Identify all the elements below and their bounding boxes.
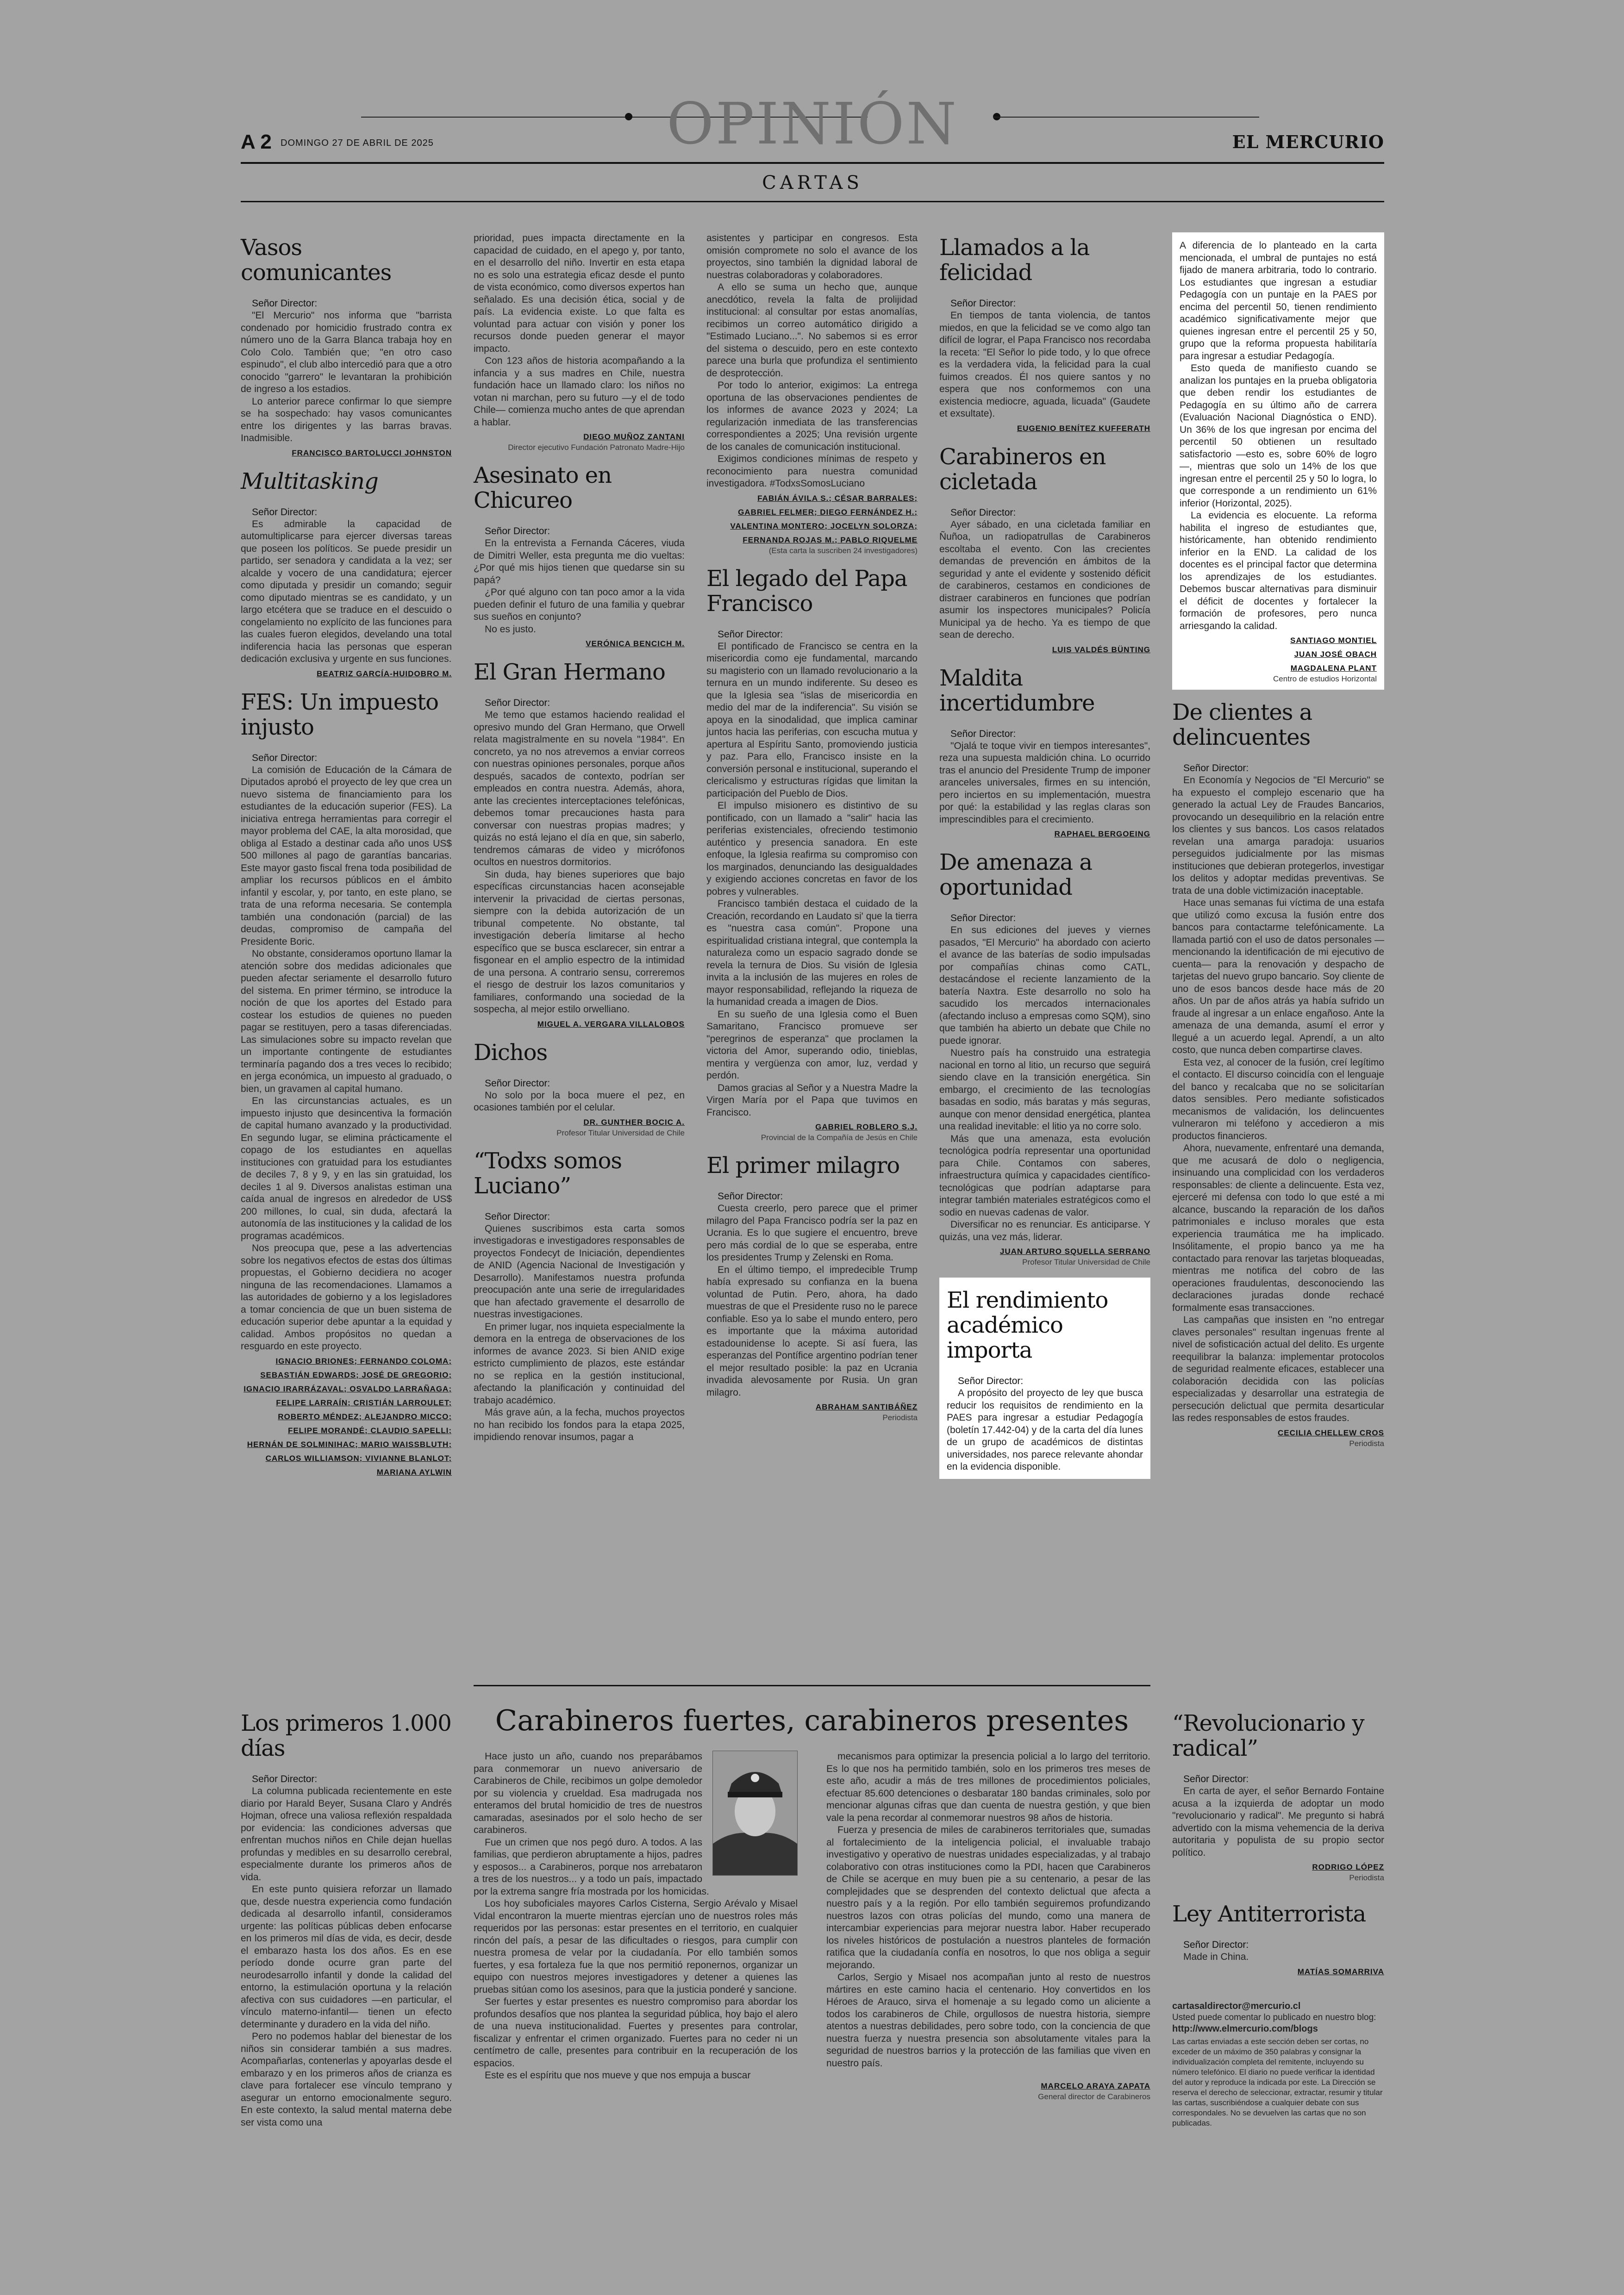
salutation: Señor Director:: [950, 507, 1016, 518]
paragraph: prioridad, pues impacta directamente en la capacidad de cuidado, en el apego y, por tanto, en el desarrollo del niño. Invertir en esta etapa no es solo una estrategia eficaz desde el punto de vista económico, como diversos expertos han señalado. Es una decisión ética, social y de país. La evidencia existe. Lo que falta es voluntad para actuar con visión y poner los recursos donde pueden generar el mayor impacto.: [474, 233, 685, 354]
paragraph: Carlos, Sergio y Misael nos acompañan junto al resto de nuestros mártires en este camino hacia el centenario. Hoy convertidos en los Héroes de Arauco, sirva el homenaje a su legado como un aliciente a todos los carabineros de Chile, orgullosos de nuestra historia, siempre atentos a nuestras debilidades, pero sobre todo, con la conciencia de que nuestra fuerza y nuestra presencia son absolutamente vitales para la seguridad de nuestros barrios y la protección de las familias que viven en nuestro país.: [826, 1972, 1150, 2069]
affiliation: (Esta carta la suscriben 24 investigadores): [768, 546, 918, 555]
paragraph: El pontificado de Francisco se centra en la misericordia como eje fundamental, marcando su magisterio con un llamado revolucionario a la ternura en un mundo indiferente. Su deseo es que la Iglesia sea "islas de misericordia en medio del mar de la indiferencia". Su visión se apoya en la sinodalidad, que implica caminar juntos hacia las periferias, con escucha mutua y apertura al Espíritu Santo, promoviendo justicia y paz. Para ello, Francisco insiste en la conversión personal e institucional, superando el clericalismo y estructuras rígidas que limitan la participación del Pueblo de Dios.: [706, 641, 918, 799]
signature: GABRIEL FELMER; DIEGO FERNÁNDEZ H.;: [738, 507, 918, 517]
salutation: Señor Director:: [950, 298, 1016, 309]
paragraph: Pero no podemos hablar del bienestar de los niños sin considerar también a sus madres. Acompañarlas, contenerlas y apoyarlas desde el embarazo y en los primeros años de crianza es clave para fortalecer ese vínculo temprano y asegurar un entorno emocionalmente seguro. En este contexto, la salud mental materna debe ser vista como una: [241, 2031, 452, 2128]
column-1: [241, 232, 452, 1488]
signature: FRANCISCO BARTOLUCCI JOHNSTON: [292, 448, 452, 457]
letter-todxs: [474, 1148, 685, 1444]
signature: JUAN JOSÉ OBACH: [1294, 650, 1377, 659]
section-title: OPINIÓN: [667, 91, 958, 157]
paragraph: Esta vez, al conocer de la fusión, creí legítimo el contacto. El discurso coincidía con el lenguaje del banco y recalcaba que no se solicitarían datos sensibles. Pero mediante sofisticados mecanismos de validación, los delincuentes vulneraron mi teléfono y accedieron a mis productos financieros.: [1172, 1057, 1384, 1141]
paragraph: A propósito del proyecto de ley que busca reducir los requisitos de rendimiento en la PAES para ingresar a estudiar Pedagogía (boletín 17.442-04) y de la carta del día lunes de un grupo de académicos de distintas universidades, nos parece relevante ahondar en la evidencia disponible.: [947, 1388, 1143, 1472]
letter-title: “Todxs somos Luciano”: [474, 1148, 622, 1199]
paragraph: Más que una amenaza, esta evolución tecnológica podría representar una oportunidad para Chile. Contamos con saberes, infraestructura química y capacidades científico-tecnológicas que podrían adaptarse para integrar también materiales estratégicos como el sodio en nuevas cadenas de valor.: [939, 1133, 1150, 1218]
signature: ABRAHAM SANTIBÁÑEZ: [815, 1403, 918, 1411]
contact-box: [1172, 2001, 1384, 2128]
letter-title: El primer milagro: [706, 1153, 900, 1179]
blog-link[interactable]: http://www.elmercurio.com/blogs: [1172, 2023, 1318, 2034]
paragraph: ¿Por qué alguno con tan poco amor a la vida pueden definir el futuro de una familia y quebrar sus sueños en conjunto?: [474, 587, 685, 622]
column-3: [706, 232, 918, 1433]
letter-multitasking: [241, 469, 452, 680]
affiliation: Periodista: [1349, 1873, 1384, 1882]
letter-title: Ley Antiterrorista: [1172, 1901, 1366, 1927]
page-number: A 2: [241, 131, 272, 153]
paragraph: Las campañas que insisten en "no entregar claves personales" resultan ingenuas frente al nivel de sofisticación actual del delito. Es urgente reequilibrar la balanza: implementar protocolos de seguridad realmente eficaces, establecer una colaboración decidida con las policías especializadas y desarrollar una estrategia de persecución delictual que permita desarticular las redes responsables de estos fraudes.: [1172, 1315, 1384, 1423]
paragraph: Más grave aún, a la fecha, muchos proyectos no han recibido los fondos para la etapa 2025, impidiendo renovar insumos, pagar a: [474, 1407, 685, 1442]
signature: IGNACIO IRARRÁZAVAL; OSVALDO LARRAÑAGA;: [244, 1384, 452, 1393]
paragraph: Exigimos condiciones mínimas de respeto y reconocimiento para nuestra comunidad investigadora. #TodxsSomosLuciano: [706, 454, 918, 489]
paragraph: La comisión de Educación de la Cámara de Diputados aprobó el proyecto de ley que crea un nuevo sistema de financiamiento para los estudiantes de la educación superior (FES). La iniciativa entrega herramientas para corregir el mayor problema del CAE, la alta morosidad, que obliga al Estado a destinar cada año unos US$ 500 millones al pago de garantías bancarias. Este mayor gasto fiscal frena toda posibilidad de ampliar los recursos públicos en el ámbito infantil y escolar, y, por tanto, en este plano, se trata de una reforma necesaria. Se contempla también una condonación (parcial) de las deudas, compromiso de campaña del Presidente Boric.: [241, 764, 452, 947]
paragraph: "El Mercurio" nos informa que "barrista condenado por homicidio frustrado contra ex número uno de la Garra Blanca trabaja hoy en Colo Colo. También que; "en otro caso espinudo", el club albo intercedió para que a otro conocido "garrero" le levantaran la prohibición de ingreso a los estadios.: [241, 310, 452, 394]
affiliation: Profesor Titular Universidad de Chile: [1022, 1258, 1150, 1266]
signature: RAPHAEL BERGOEING: [1054, 829, 1150, 838]
signature: GABRIEL ROBLERO S.J.: [815, 1123, 918, 1131]
column-5-bottom: [1172, 1708, 1384, 2128]
column-4: [939, 232, 1150, 1489]
signature: DIEGO MUÑOZ ZANTANI: [583, 432, 685, 441]
paragraph: Quienes suscribimos esta carta somos investigadoras e investigadores responsables de proyectos Fondecyt de Iniciación, dependientes de ANID (Agencia Nacional de Investigación y Desarrollo). Manifestamos nuestra profunda preocupación ante una serie de irregularidades que han afectado gravemente el desarrollo de nuestras investigaciones.: [474, 1223, 685, 1320]
letter-llamados: [939, 235, 1150, 434]
paragraph: En este punto quisiera reforzar un llamado que, desde nuestra experiencia como fundación dedicada al desarrollo infantil, consideramos urgente: las políticas públicas deben enfocarse en los primeros mil días de vida, es decir, desde el embarazo hasta los dos años. Es en ese período donde ocurre gran parte del neurodesarrollo infantil y donde la calidad del entorno, la estimulación oportuna y la relación afectiva con sus cuidadores —en particular, el vínculo materno-infantil— tienen un efecto determinante y duradero en la vida del niño.: [241, 1884, 452, 2030]
affiliation: Provincial de la Compañía de Jesús en Chile: [761, 1133, 918, 1142]
letters-rules: Las cartas enviadas a este sección deben ser cortas, no exceder de un máximo de 350 palabras y consignar la individualización completa del remitente, incluyendo su número telefónico. El diario no puede verificar la identidad del autor y reproduce la indicada por este. La Dirección se reserva el derecho de seleccionar, extractar, resumir y titular las cartas, suscribiéndose a cualquier debate con sus correspondales. No se devuelven las cartas que no son publicadas.: [1172, 2037, 1383, 2127]
letter-asesinato: [474, 463, 685, 649]
paragraph: Esto queda de manifiesto cuando se analizan los puntajes en la prueba obligatoria que deben rendir los estudiantes de Pedagogía en su último año de carrera (Evaluación Nacional Diagnóstica o END). Un 36% de los que ingresan por encima del percentil 50 obtienen un resultado satisfactorio —esto es, sobre 60% de logro—, mientras que solo un 14% de los que ingresan entre el percentil 25 y 50 lo logra, lo que corresponde a un rendimiento un 61% inferior (Horizontal, 2025).: [1180, 363, 1377, 509]
paragraph: Made in China.: [1183, 1952, 1249, 1962]
paragraph: El impulso misionero es distintivo de su pontificado, con un llamado a "salir" hacia las periferias existenciales, ofreciendo testimonio auténtico y presencia sanadora. En este enfoque, la Iglesia reafirma su compromiso con los marginados, denunciando las desigualdades y exigiendo acciones concretas en favor de los pobres y vulnerables.: [706, 800, 918, 897]
editorial-column-2: [826, 1751, 1150, 2112]
editorial-rule: [474, 1685, 1150, 1686]
editorial-affiliation: General director de Carabineros: [1038, 2092, 1150, 2101]
paragraph: Nuestro país ha construido una estrategia nacional en torno al litio, un recurso que seguirá siendo clave en la transición energética. Sin embargo, el crecimiento de las tecnologías basadas en sodio, más baratas y más seguras, aunque con menor densidad energética, plantea una realidad inevitable: el litio ya no corre solo.: [939, 1048, 1150, 1132]
signature: VERÓNICA BENCICH M.: [586, 639, 685, 648]
paragraph: Fuerza y presencia de miles de carabineros territoriales que, sumadas al fortalecimiento de la inteligencia policial, el invaluable trabajo investigativo y operativo de nuestras unidades especializadas, y al trabajo colaborativo con otras instituciones como la PDI, hacen que Carabineros de Chile se acerque en muy buen pie a su centenario, a pesar de las complejidades que se desprenden del contexto delictual que afecta a nuestro país y a la región. Por ello también seguiremos profundizando nuestros lazos con otras policías del mundo, como una manera de intercambiar experiencias para mejorar nuestra labor. Haber recuperado los niveles históricos de postulación a nuestros planteles de formación ratifica que la ciudadanía confía en nosotros, lo que nos obliga a seguir mejorando.: [826, 1825, 1150, 1971]
affiliation: Periodista: [1349, 1439, 1384, 1448]
paragraph: En la entrevista a Fernanda Cáceres, viuda de Dimitri Weller, esta pregunta me dio vueltas: ¿Por qué mis hijos tienen que quedarse sin su papá?: [474, 538, 685, 586]
paragraph: En el último tiempo, el impredecible Trump había expresado su confianza en la buena voluntad de Putin. Pero, ahora, ha dado muestras de que el Presidente ruso no le parece confiable. Eso ya lo sabe el mundo entero, pero es importante que la máxima autoridad estadounidense lo acepte. Si así fuera, las esperanzas del Pontífice argentino podrían tener el mejor resultado posible: la paz en Ucrania invadida alevosamente por Rusia. Un gran milagro.: [706, 1264, 918, 1398]
salutation: Señor Director:: [1183, 1774, 1249, 1784]
salutation: Señor Director:: [718, 629, 783, 640]
letter-cont1: [474, 232, 685, 453]
salutation: Señor Director:: [252, 298, 318, 309]
salutation: Señor Director:: [1183, 1940, 1249, 1950]
signature: JUAN ARTURO SQUELLA SERRANO: [999, 1247, 1150, 1256]
newspaper-name: EL MERCURIO: [1232, 131, 1384, 152]
paragraph: Este es el espíritu que nos mueve y que nos empuja a buscar: [485, 2070, 751, 2081]
masthead-line-right: [993, 117, 1259, 118]
letter-title: De clientes a delincuentes: [1172, 699, 1312, 750]
paragraph: En tiempos de tanta violencia, de tantos miedos, en que la felicidad se ve como algo tan difícil de lograr, el Papa Francisco nos recordaba la receta: "El Señor lo pide todo, y lo que ofrece es la verdadera vida, la felicidad para la cual fuimos creados. Él nos quiere santos y no espera que nos conformemos con una existencia mediocre, aguada, licuada" (Gaudete et exsultate).: [939, 310, 1150, 419]
paragraph: Sin duda, hay bienes superiores que bajo específicas circunstancias hacen aconsejable intervenir la privacidad de ciertas personas, siempre con la debida autorización de un tribunal competente. No obstante, tal investigación debería limitarse al hecho específico que se busca esclarecer, sin entrar a fisgonear en el amplio espectro de la intimidad de una persona. A contrario sensu, correremos el riesgo de destruir los lazos comunitarios y familiares, conformando una sociedad de la sospecha, al mejor estilo orwelliano.: [474, 869, 685, 1015]
paragraph: En las circunstancias actuales, es un impuesto injusto que desincentiva la formación de capital humano avanzado y la productividad. En segundo lugar, se elimina prácticamente el copago de los estudiantes en aquellas instituciones con gratuidad para los estudiantes de deciles 7, 8 y 9, y en las sin gratuidad, los deciles 1 al 9. Diversos analistas estiman una caída anual de ingresos en alrededor de US$ 200 millones, lo cual, sin duda, afectará la autonomía de las instituciones y la calidad de los programas académicos.: [241, 1096, 452, 1241]
letter-rendimiento: [939, 1278, 1150, 1479]
letter-title: Asesinato en Chicureo: [474, 462, 612, 513]
paragraph: La columna publicada recientemente en este diario por Harald Beyer, Susana Claro y Andrés Hojman, ofrece una valiosa reflexión respaldada por evidencia: las condiciones adversas que enfrentan muchos niños en Chile dejan huellas profundas y medibles en su desarrollo cerebral, especialmente durante los primeros años de vida.: [241, 1786, 452, 1883]
paragraph: Fue un crimen que nos pegó duro. A todos. A las familias, que perdieron abruptamente a hijos, padres y esposos... a Carabineros, porque nos arrebataron a tres de los nuestros... y a todo un país, impactado por la extrema sangre fría mostrada por los homicidas.: [474, 1837, 709, 1897]
letter-cont3: [1172, 232, 1384, 690]
salutation: Señor Director:: [950, 728, 1016, 739]
paragraph: En carta de ayer, el señor Bernardo Fontaine acusa a la izquierda de adoptar un modo "revolucionario y radical". Me pregunto si habrá advertido con la misma vehemencia de la deriva autoritaria y populista de su propio sector político.: [1172, 1786, 1384, 1858]
signature: IGNACIO BRIONES; FERNANDO COLOMA;: [275, 1356, 452, 1366]
letter-title: Los primeros 1.000 días: [241, 1710, 451, 1761]
paragraph: Ahora, nuevamente, enfrentaré una demanda, que me acusará de dolo o negligencia, insinuando una complicidad con los verdaderos responsables: de cliente a delincuente. Esta vez, ejerceré mi defensa con todo lo que esté a mi alcance, buscando la reparación de los daños patrimoniales e incluso morales que esta experiencia traumática me ha implicado. Insólitamente, el propio banco ya me ha contactado para renovar las tarjetas bloqueadas, mientras me notifica del cobro de las operaciones fraudulentas, desconociendo las declaraciones juradas donde rechacé formalmente esas transacciones.: [1172, 1143, 1384, 1313]
signature: MARIANA AYLWIN: [376, 1467, 452, 1477]
salutation: Señor Director:: [485, 698, 550, 708]
masthead-rule-top: [241, 162, 1384, 164]
issue-date: DOMINGO 27 DE ABRIL DE 2025: [281, 138, 434, 148]
paragraph: Cuesta creerlo, pero parece que el primer milagro del Papa Francisco podría ser la paz en Ucrania. Es lo que sugiere el encuentro, breve pero más cordial de lo que se esperaba, entre los presidentes Trump y Zelenski en Roma.: [706, 1203, 918, 1263]
signature: FELIPE LARRAÍN; CRISTIÁN LARROULET;: [276, 1398, 452, 1407]
letter-title: Dichos: [474, 1039, 548, 1066]
paragraph: Hace unas semanas fui víctima de una estafa que utilizó como excusa la fusión entre dos bancos para contactarme telefónicamente. La llamada partió con el uso de datos personales —mencionando la identificación de mi ejecutivo de cuenta— para la renovación y despacho de tarjetas del nuevo grupo bancario. Soy cliente de uno de esos bancos desde hace más de 20 años. Un par de años atrás ya había sufrido un fraude al ingresar a un enlace engañoso. Ante la amenaza de una demanda, asumí el error y llegué a un acuerdo legal. Aprendí, a un alto costo, que nunca deben compartirse claves.: [1172, 898, 1384, 1055]
paragraph: En primer lugar, nos inquieta especialmente la demora en la entrega de observaciones de los informes de avance 2023. Si bien ANID exige estricto cumplimiento de plazos, este estándar no se replica en la gestión institucional, afectando la planificación y continuidad del trabajo académico.: [474, 1321, 685, 1406]
paragraph: En Economía y Negocios de "El Mercurio" se ha expuesto el complejo escenario que ha generado la actual Ley de Fraudes Bancarios, provocando un desequilibrio en la relación entre los clientes y sus bancos. Los casos relatados revelan una amarga paradoja: usuarios perseguidos judicialmente por las mismas instituciones que debieran protegerlos, investigar los delitos y adoptar medidas preventivas. Se trata de una doble victimización inaceptable.: [1172, 775, 1384, 896]
letter-title: El rendimiento académico importa: [947, 1287, 1108, 1363]
paragraph: Es admirable la capacidad de automultiplicarse para ejercer diversas tareas que poseen los políticos. Se puede presidir un partido, ser senadora y candidata a la vez; ser alcalde y vocero de una candidatura; ejercer como diputada y presidir un comando; seguir como diputado mientras se es candidato, y un largo etcétera que se traduce en el descuido o congelamiento no explícito de las funciones para las cuales fueron elegidos, develando una total indiferencia hacia las personas que esperan dedicación exclusiva y urgente en sus funciones.: [241, 518, 452, 664]
paragraph: Francisco también destaca el cuidado de la Creación, recordando en Laudato si' que la tierra es "nuestra casa común". Propone una espiritualidad cristiana integral, que contempla la naturaleza como un espacio sagrado donde se revela la ternura de Dios. Su visión de Iglesia invita a la inclusión de las mujeres en roles de mayor responsabilidad, reflejando la riqueza de la humanidad creada a imagen de Dios.: [706, 898, 918, 1007]
letter-title: Vasos comunicantes: [241, 235, 392, 286]
salutation: Señor Director:: [485, 1211, 550, 1222]
salutation: Señor Director:: [252, 506, 318, 518]
paragraph: A diferencia de lo planteado en la carta mencionada, el umbral de puntajes no está fijado de manera arbitraria, todo lo contrario. Los estudiantes que ingresan a estudiar Pedagogía con un puntaje en la PAES por encima del percentil 50, tienen rendimiento académico significativamente mejor que quienes ingresan entre el percentil 25 y 50, grupo que la reforma propuesta habilitaría para ingresar a estudiar Pedagogía.: [1180, 240, 1377, 362]
affiliation: Centro de estudios Horizontal: [1273, 674, 1377, 683]
subsection-title: CARTAS: [762, 172, 863, 193]
salutation: Señor Director:: [252, 1774, 318, 1784]
paragraph: Por todo lo anterior, exigimos: La entrega oportuna de las observaciones pendientes de los informes de avance 2023 y 2024; La regularización inmediata de las transferencias correspondientes a 2025; Una revisión urgente de los canales de comunicación institucional.: [706, 380, 918, 452]
salutation: Señor Director:: [718, 1191, 783, 1202]
letter-title: Multitasking: [241, 468, 378, 494]
blog-text: Usted puede comentar lo publicado en nuestro blog:: [1172, 2012, 1376, 2022]
affiliation: Periodista: [882, 1413, 918, 1422]
signature: HERNÁN DE SOLMINIHAC; MARIO WAISSBLUTH;: [247, 1440, 452, 1449]
letter-primeros-1000-dias: [241, 1708, 452, 2139]
paragraph: Ayer sábado, en una cicletada familiar en Ñuñoa, un radiopatrullas de Carabineros escoltaba el evento. Con las crecientes demandas de prevención en ámbitos de la seguridad y ante el evidente y sostenido déficit de carabineros, cestamos en condiciones de distraer carabineros en funciones que podrían asumir los inspectores municipales? Policía Municipal ya de hecho. Ya es tiempo de que sean de derecho.: [939, 519, 1150, 640]
paragraph: "Ojalá te toque vivir en tiempos interesantes", reza una supuesta maldición china. Lo ocurrido tras el anuncio del Presidente Trump de imponer aranceles universales, firmes en su intención, pero inciertos en su implementación, muestra por qué: la estabilidad y las reglas claras son imprescindibles para el crecimiento.: [939, 740, 1150, 825]
affiliation: Profesor Titular Universidad de Chile: [556, 1128, 685, 1137]
letter-title: Carabineros en cicletada: [939, 443, 1106, 495]
signature: SEBASTIÁN EDWARDS; JOSÉ DE GREGORIO;: [260, 1370, 452, 1379]
signature: MIGUEL A. VERGARA VILLALOBOS: [537, 1019, 685, 1029]
signature: SANTIAGO MONTIEL: [1290, 636, 1377, 645]
letter-title: “Revolucionario y radical”: [1172, 1710, 1364, 1761]
salutation: Señor Director:: [958, 1376, 1024, 1386]
letter-title: El legado del Papa Francisco: [706, 565, 907, 617]
letter-dichos: [474, 1040, 685, 1138]
paragraph: Los hoy suboficiales mayores Carlos Cisterna, Sergio Arévalo y Misael Vidal encontraron la muerte mientras ejercían uno de nuestros roles más requeridos por las personas: estar presentes en el territorio, en cualquier rincón del país, a pesar de las dificultades o riesgos, para cumplir con nuestra promesa de velar por la ciudadanía. Por ello también somos fuertes, y esa fortaleza fue la que nos permitió reponernos, organizar un equipo con nuestros mejores investigadores y detener a quienes las pruebas sitúan como los asesinos, para que la justicia ponderé y sancione.: [474, 1898, 798, 1995]
signature: LUIS VALDÉS BÜNTING: [1052, 645, 1150, 654]
letter-title: El Gran Hermano: [474, 659, 665, 685]
paragraph: Lo anterior parece confirmar lo que siempre se ha sospechado: hay vasos comunicantes entre los dirigentes y las barras bravas. Inadmisible.: [241, 396, 452, 443]
letter-title: De amenaza a oportunidad: [939, 849, 1092, 900]
letter-granhermano: [474, 660, 685, 1030]
letter-title: Maldita incertidumbre: [939, 665, 1095, 716]
letter-title: Llamados a la felicidad: [939, 235, 1090, 286]
column-5: [1172, 232, 1384, 1459]
masthead-rule-bottom: [241, 201, 1384, 202]
paragraph: No es justo.: [485, 624, 536, 635]
editorial-title: Carabineros fuertes, carabineros presentes: [495, 1703, 1129, 1737]
contact-email[interactable]: cartasaldirector@mercurio.cl: [1172, 2001, 1301, 2011]
column-2: [474, 232, 685, 1454]
signature: BEATRIZ GARCÍA-HUIDOBRO M.: [317, 669, 452, 678]
signature: FELIPE MORANDÉ; CLAUDIO SAPELLI;: [287, 1426, 452, 1435]
paragraph: Ser fuertes y estar presentes es nuestro compromiso para abordar los profundos desafíos que nos plantea la seguridad pública, hoy bajo el alero de una nueva institucionalidad. Fuertes y presentes para controlar, fiscalizar y enfrentar el crimen organizado. Fuertes para no ceder ni un centímetro de calle, presentes para contribuir en la recuperación de los espacios.: [474, 1996, 798, 2069]
paragraph: No solo por la boca muere el pez, en ocasiones también por el celular.: [474, 1090, 685, 1113]
letter-vasos: [241, 235, 452, 459]
signature: MAGDALENA PLANT: [1290, 664, 1377, 673]
paragraph: Diversificar no es renunciar. Es anticiparse. Y quizás, una vez más, liderar.: [939, 1219, 1150, 1242]
salutation: Señor Director:: [950, 913, 1016, 923]
paragraph: asistentes y participar en congresos. Esta omisión compromete no solo el avance de los proyectos, sino también la dignidad laboral de nuestras colaboradoras y colaboradores.: [706, 233, 918, 281]
signature: CARLOS WILLIAMSON; VIVIANNE BLANLOT;: [265, 1453, 452, 1463]
signature: CECILIA CHELLEW CROS: [1278, 1428, 1384, 1437]
signature: VALENTINA MONTERO; JOCELYN SOLORZA;: [730, 521, 918, 530]
paragraph: Hace justo un año, cuando nos preparábamos para conmemorar un nuevo aniversario de Carabineros de Chile, recibimos un golpe demoledor por su violencia y crueldad. Esa madrugada nos enteramos del brutal homicidio de tres de nuestros camaradas, asesinados por el solo hecho de ser carabineros.: [474, 1751, 702, 1835]
letter-clientes: [1172, 700, 1384, 1449]
masthead: [241, 83, 1384, 204]
letter-cont2: [706, 232, 918, 556]
letter-legado: [706, 566, 918, 1143]
letter-carabineros: [939, 444, 1150, 655]
salutation: Señor Director:: [485, 1078, 550, 1089]
paragraph: Con 123 años de historia acompañando a la infancia y a sus madres en Chile, nuestra fundación hace un llamado claro: los niños no votan ni marchan, pero su futuro —y el de todo Chile— comienza mucho antes de que aprendan a hablar.: [474, 355, 685, 428]
paragraph: Damos gracias al Señor y a Nuestra Madre la Virgen María por el Papa que tuvimos en Francisco.: [706, 1082, 918, 1118]
paragraph: En sus ediciones del jueves y viernes pasados, "El Mercurio" ha abordado con acierto el avance de las baterías de sodio impulsadas por compañías chinas como CATL, destacándose el reciente lanzamiento de la batería Naxtra. Este desarrollo no solo ha sacudido los mercados internacionales (afectando incluso a empresas como SQM), sino que también ha abierto un debate que Chile no puede ignorar.: [939, 925, 1150, 1046]
letter-amenaza: [939, 850, 1150, 1267]
affiliation: Director ejecutivo Fundación Patronato Madre-Hijo: [508, 443, 685, 452]
letter-milagro: [706, 1153, 918, 1423]
salutation: Señor Director:: [1183, 763, 1249, 773]
letter-fes: [241, 690, 452, 1478]
salutation: Señor Director:: [485, 526, 550, 536]
paragraph: A ello se suma un hecho que, aunque anecdótico, revela la falta de prolijidad institucional: al consultar por estas anomalías, recibimos un correo automático dirigido a "Estimado Luciano...". No sabemos si es error del sistema o descuido, pero en este contexto parece una burla que profundiza el sentimiento de desprotección.: [706, 282, 918, 379]
signature: FERNANDA ROJAS M.; PABLO RIQUELME: [743, 535, 918, 544]
paragraph: Nos preocupa que, pese a las advertencias sobre los negativos efectos de estas dos últimas propuestas, el Gobierno decidiera no acoger ninguna de las recomendaciones. Llamamos a las autoridades de gobierno y a los legisladores a tomar conciencia de que un buen sistema de educación superior debe apuntar a la equidad y calidad. Ambos propósitos no quedan a resguardo en este proyecto.: [241, 1243, 452, 1352]
newspaper-page: [241, 83, 1384, 2231]
signature: DR. GUNTHER BOCIC A.: [583, 1117, 685, 1127]
signature: FABIÁN ÁVILA S.; CÉSAR BARRALES;: [757, 493, 918, 503]
signature: MATÍAS SOMARRIVA: [1297, 1967, 1384, 1976]
paragraph: En su sueño de una Iglesia como el Buen Samaritano, Francisco promueve ser "peregrinos de esperanza" que proclamen la victoria del Amor, superando odio, tinieblas, mentira y vergüenza con amor, luz, verdad y perdón.: [706, 1009, 918, 1081]
paragraph: mecanismos para optimizar la presencia policial a lo largo del territorio. Es lo que nos ha permitido también, solo en los primeros tres meses de este año, acudir a más de tres millones de procedimientos policiales, efectuar 85.600 detenciones o desbaratar 180 bandas criminales, solo por mencionar algunas cifras que dan cuenta de nuestra gestión, y que bien vale la pena recordar al conmemorar nuestros 98 años de historia.: [826, 1751, 1150, 1823]
signature: ROBERTO MÉNDEZ; ALEJANDRO MICCO;: [278, 1412, 452, 1421]
editorial-column-1: [474, 1751, 798, 2092]
salutation: Señor Director:: [252, 752, 318, 763]
signature: RODRIGO LÓPEZ: [1312, 1863, 1384, 1871]
signature: EUGENIO BENÍTEZ KUFFERATH: [1017, 424, 1150, 433]
letter-maldita: [939, 666, 1150, 840]
paragraph: Me temo que estamos haciendo realidad el opresivo mundo del Gran Hermano, que Orwell relata magistralmente en su novela "1984". En concreto, ya no nos atrevemos a enviar correos con nuestras opiniones personales, porque años después, sacados de contexto, podrían ser empleados en contra nuestra. Además, ahora, ante las crecientes interceptaciones telefónicas, debemos tomar precauciones hasta para conversar con nuestras propias madres; y quizás no está lejano el día en que, sin saberlo, tendremos cámaras de video y micrófonos ocultos en nuestros dormitorios.: [474, 710, 685, 867]
paragraph: La evidencia es elocuente. La reforma habilita el ingreso de estudiantes que, históricamente, han obtenido rendimiento inferior en la END. La calidad de los docentes es el principal factor que determina los aprendizajes de los estudiantes. Debemos buscar alternativas para disminuir el déficit de docentes y fortalecer la formación de profesores, pero nunca arriesgando la calidad.: [1180, 510, 1377, 631]
author-photo: [712, 1751, 798, 1876]
paragraph: No obstante, consideramos oportuno llamar la atención sobre dos medidas adicionales que pueden afectar seriamente el desarrollo futuro del sistema. En primer término, se introduce la noción de que los aportes del Estado para costear los estudios de quienes no pueden pagar se restituyen, pero a tasas diferenciadas. Las simulaciones sobre su impacto revelan que un importante contingente de estudiantes terminaría pagando dos a tres veces lo recibido; en jerga económica, un impuesto al graduado, o bien, un gravamen al capital humano.: [241, 948, 452, 1094]
editorial-signature: MARCELO ARAYA ZAPATA: [1041, 2082, 1150, 2090]
letter-title: FES: Un impuesto injusto: [241, 689, 439, 740]
